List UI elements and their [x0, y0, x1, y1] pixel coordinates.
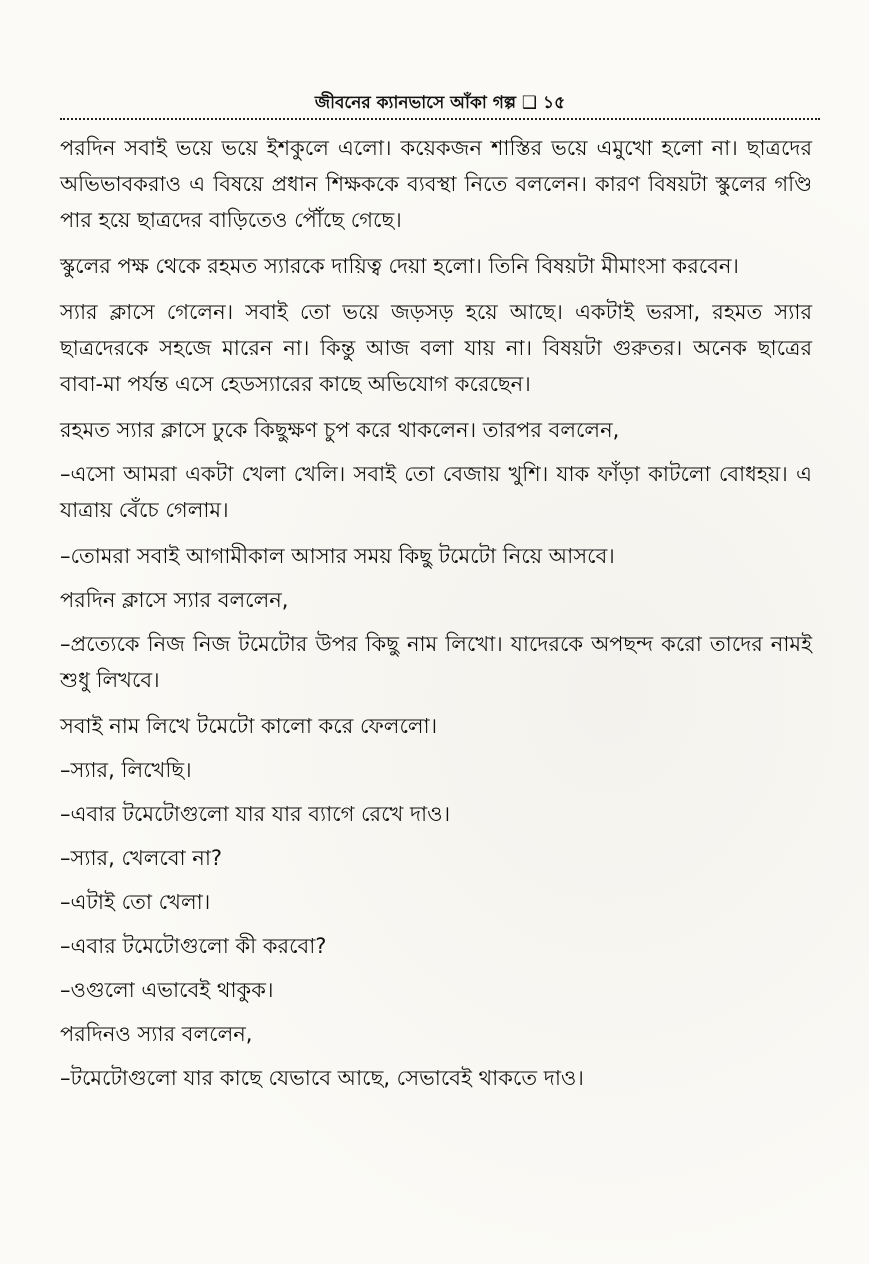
dialogue-line: –প্রত্যেকে নিজ নিজ টমেটোর উপর কিছু নাম লিখো। যাদেরকে অপছন্দ করো তাদের নামই শুধু লিখবে। — [60, 632, 812, 692]
dialogue-line: –এসো আমরা একটা খেলা খেলি। সবাই তো বেজায় খুশি। যাক ফাঁড়া কাটলো বোধহয়। এ যাত্রায় বেঁচে গেলাম। — [60, 462, 812, 522]
paragraph: রহমত স্যার ক্লাসে ঢুকে কিছুক্ষণ চুপ করে থাকলেন। তারপর বললেন, — [60, 418, 620, 442]
paragraph: পরদিন সবাই ভয়ে ভয়ে ইশকুলে এলো। কয়েকজন শাস্তির ভয়ে এমুখো হলো না। ছাত্রদের অভিভাবকরাও এ বিষয়ে প্রধান শিক্ষককে ব্যবস্থা নিতে বললেন। কারণ বিষয়টা স্কুলের গণ্ডি পার হয়ে ছাত্রদের বাড়িতেও পৌঁছে গেছে। — [60, 136, 812, 232]
body-text — [60, 130, 812, 1104]
dialogue-line: –এবার টমেটোগুলো যার যার ব্যাগে রেখে দাও। — [60, 802, 451, 826]
paragraph: স্কুলের পক্ষ থেকে রহমত স্যারকে দায়িত্ব দেয়া হলো। তিনি বিষয়টা মীমাংসা করবেন। — [60, 254, 739, 278]
dialogue-line: –এবার টমেটোগুলো কী করবো? — [60, 934, 327, 958]
paragraph: পরদিনও স্যার বললেন, — [60, 1022, 253, 1046]
dialogue-line: –টমেটোগুলো যার কাছে যেভাবে আছে, সেভাবেই থাকতে দাও। — [60, 1066, 584, 1090]
dialogue-line: –এটাই তো খেলা। — [60, 890, 211, 914]
paragraph: পরদিন ক্লাসে স্যার বললেন, — [60, 588, 289, 612]
paragraph: সবাই নাম লিখে টমেটো কালো করে ফেললো। — [60, 714, 438, 738]
dialogue-line: –স্যার, খেলবো না? — [60, 846, 223, 870]
dialogue-line: –স্যার, লিখেছি। — [60, 758, 192, 782]
dotted-header-rule — [60, 118, 820, 120]
running-head: জীবনের ক্যানভাসে আঁকা গল্প ❑ ১৫ — [314, 93, 566, 113]
dialogue-line: –তোমরা সবাই আগামীকাল আসার সময় কিছু টমেটো নিয়ে আসবে। — [60, 544, 615, 568]
paragraph: স্যার ক্লাসে গেলেন। সবাই তো ভয়ে জড়সড় হয়ে আছে। একটাই ভরসা, রহমত স্যার ছাত্রদেরকে সহজে মারেন না। কিন্তু আজ বলা যায় না। বিষয়টা গুরুতর। অনেক ছাত্রের বাবা-মা পর্যন্ত এসে হেডস্যারের কাছে অভিযোগ করেছেন। — [60, 300, 812, 396]
dialogue-line: –ওগুলো এভাবেই থাকুক। — [60, 978, 274, 1002]
